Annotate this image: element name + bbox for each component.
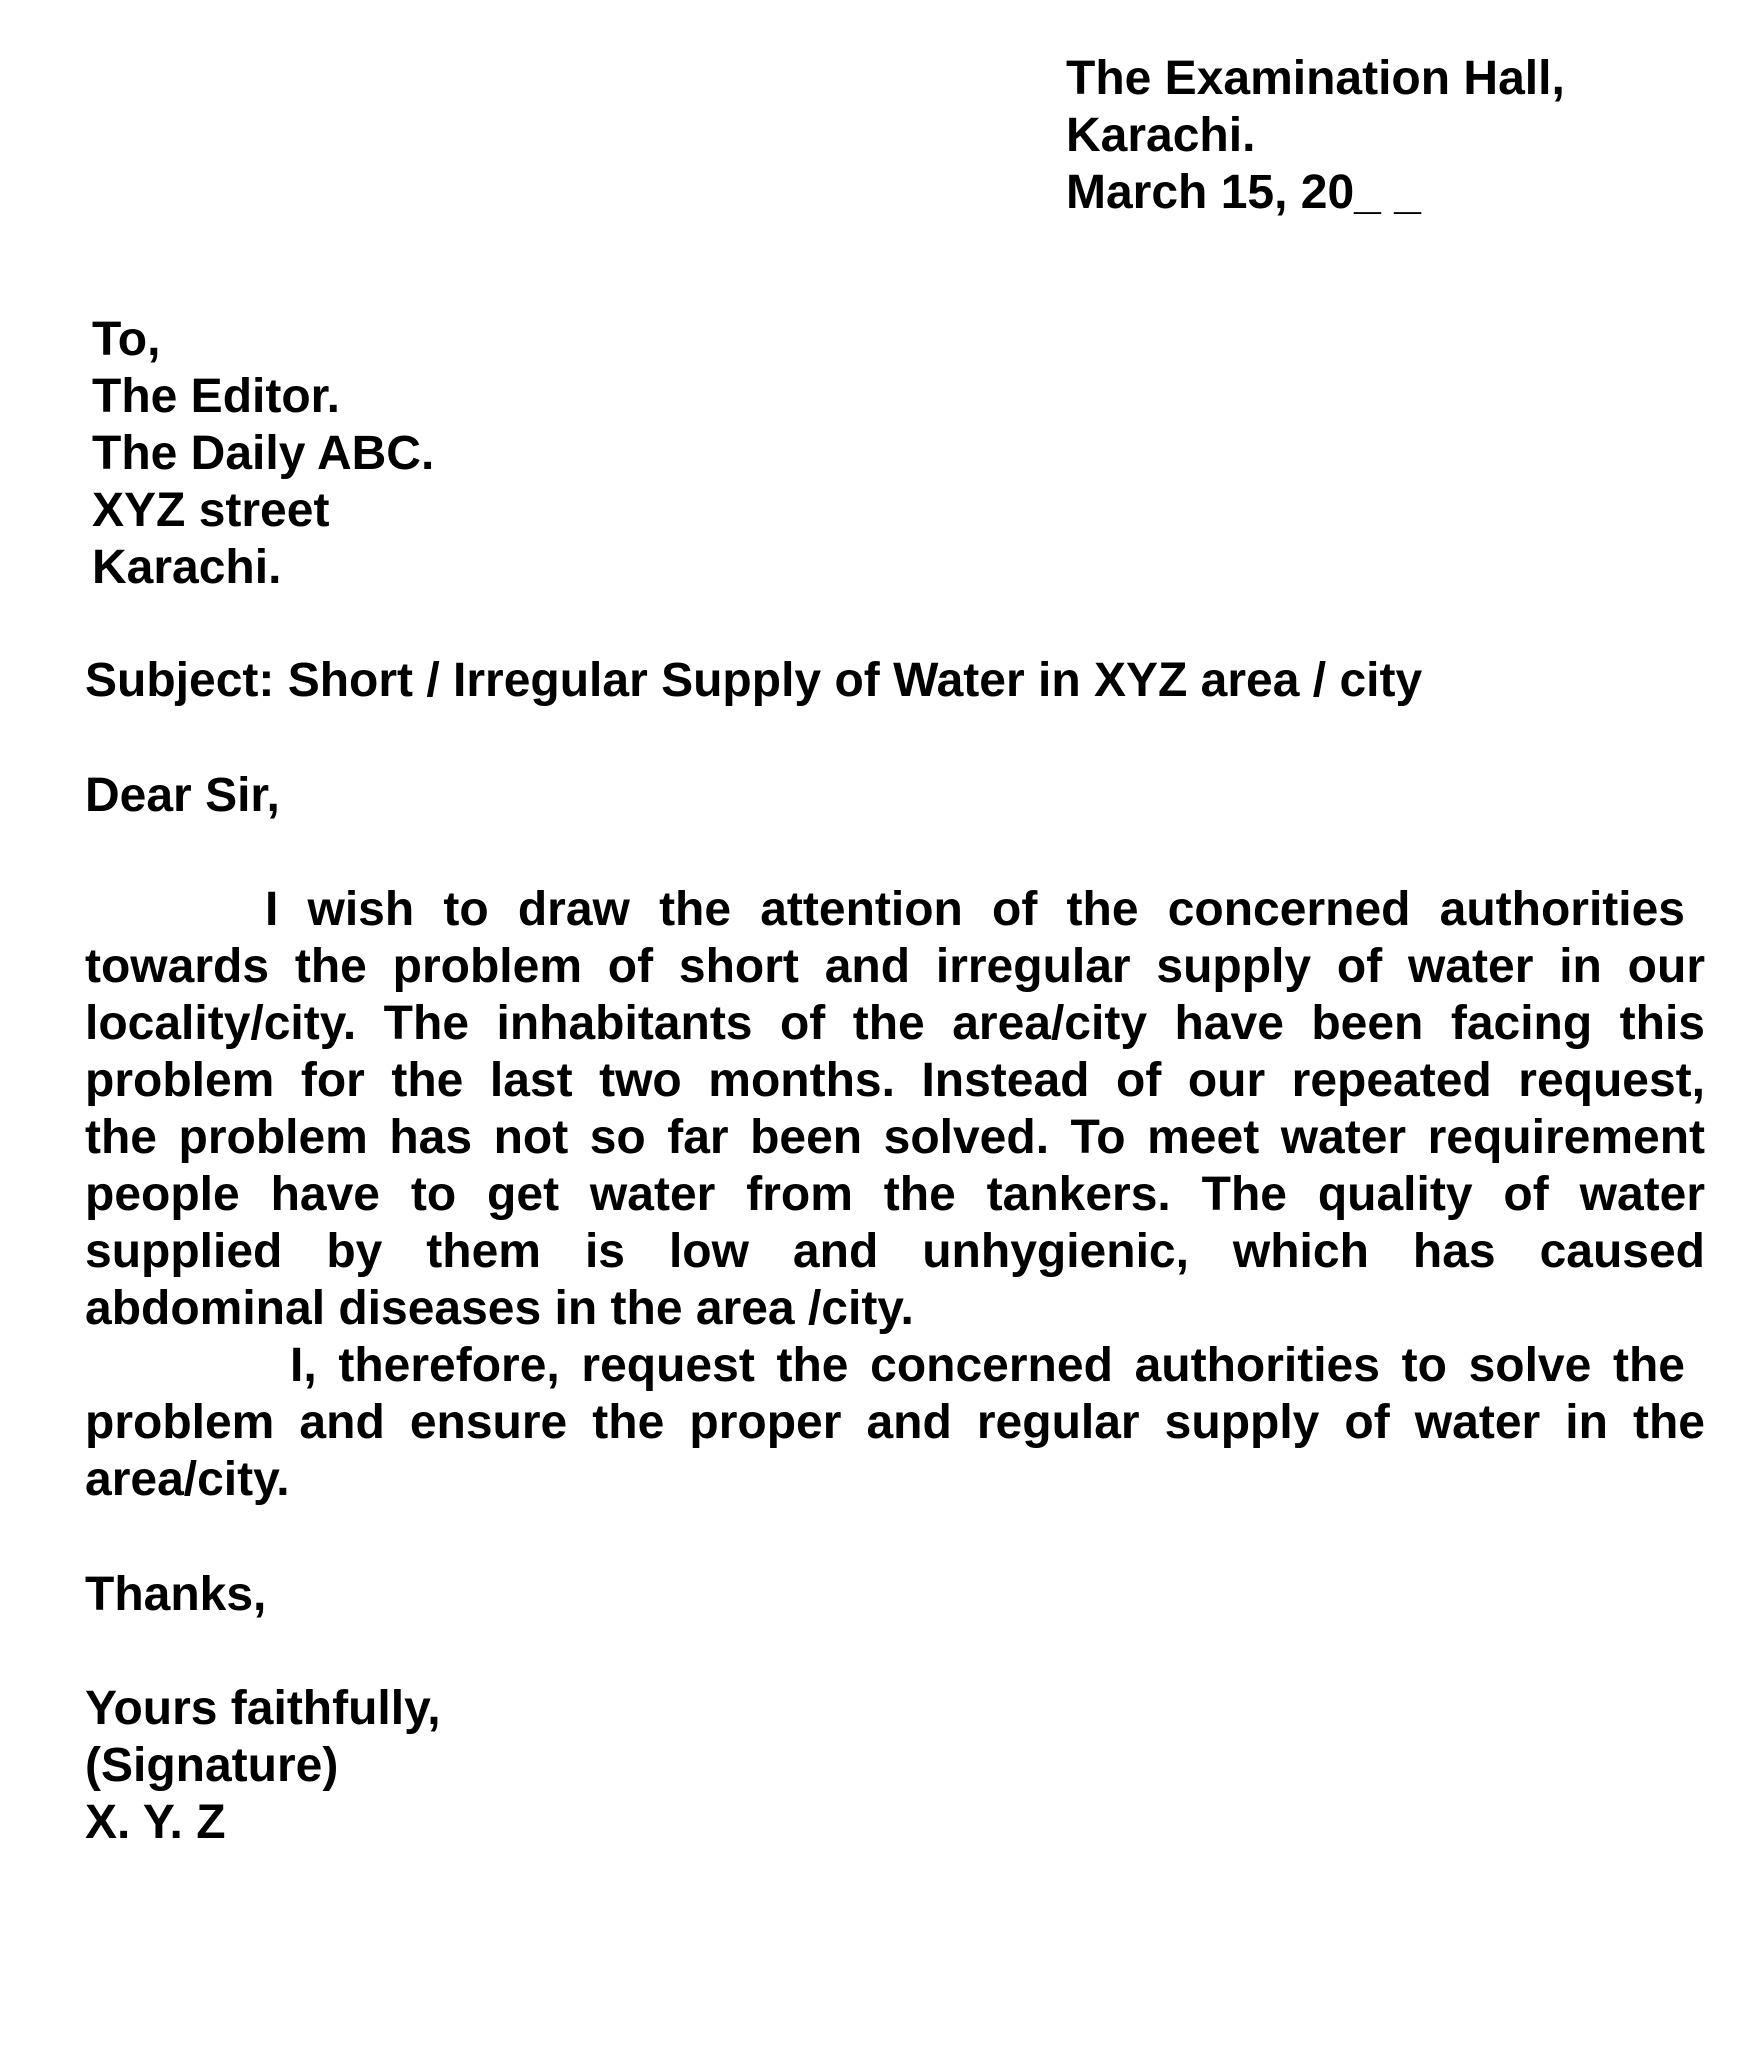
sender-date: March 15, 20_ _: [1066, 166, 1421, 219]
subject-line: Subject: Short / Irregular Supply of Water in XYZ area / city: [85, 654, 1423, 707]
recipient-line: The Editor.: [92, 370, 341, 423]
body-line: problem for the last two months. Instead of our repeated request,: [85, 1054, 1705, 1107]
body-line: the problem has not so far been solved. To meet water requirement: [85, 1111, 1705, 1164]
sender-name: X. Y. Z: [85, 1796, 226, 1849]
recipient-line: The Daily ABC.: [92, 427, 435, 480]
recipient-line: XYZ street: [92, 484, 330, 537]
recipient-line: Karachi.: [92, 541, 282, 594]
body-line: abdominal diseases in the area /city.: [85, 1282, 914, 1335]
body-line: I, therefore, request the concerned authorities to solve the: [290, 1339, 1685, 1392]
body-line: people have to get water from the tankers. The quality of water: [85, 1168, 1705, 1221]
body-line: I wish to draw the attention of the concerned authorities: [265, 883, 1685, 936]
body-line: supplied by them is low and unhygienic, which has caused: [85, 1225, 1705, 1278]
body-line: towards the problem of short and irregular supply of water in our: [85, 940, 1705, 993]
valediction: Yours faithfully,: [85, 1682, 441, 1735]
closing-thanks: Thanks,: [85, 1568, 267, 1621]
recipient-to: To,: [92, 313, 161, 366]
signature: (Signature): [85, 1739, 339, 1792]
body-line: problem and ensure the proper and regular supply of water in the: [85, 1396, 1705, 1449]
body-line: locality/city. The inhabitants of the area/city have been facing this: [85, 997, 1705, 1050]
sender-address-line: Karachi.: [1066, 109, 1256, 162]
sender-address-line: The Examination Hall,: [1066, 52, 1565, 105]
greeting: Dear Sir,: [85, 769, 280, 822]
body-line: area/city.: [85, 1453, 290, 1506]
